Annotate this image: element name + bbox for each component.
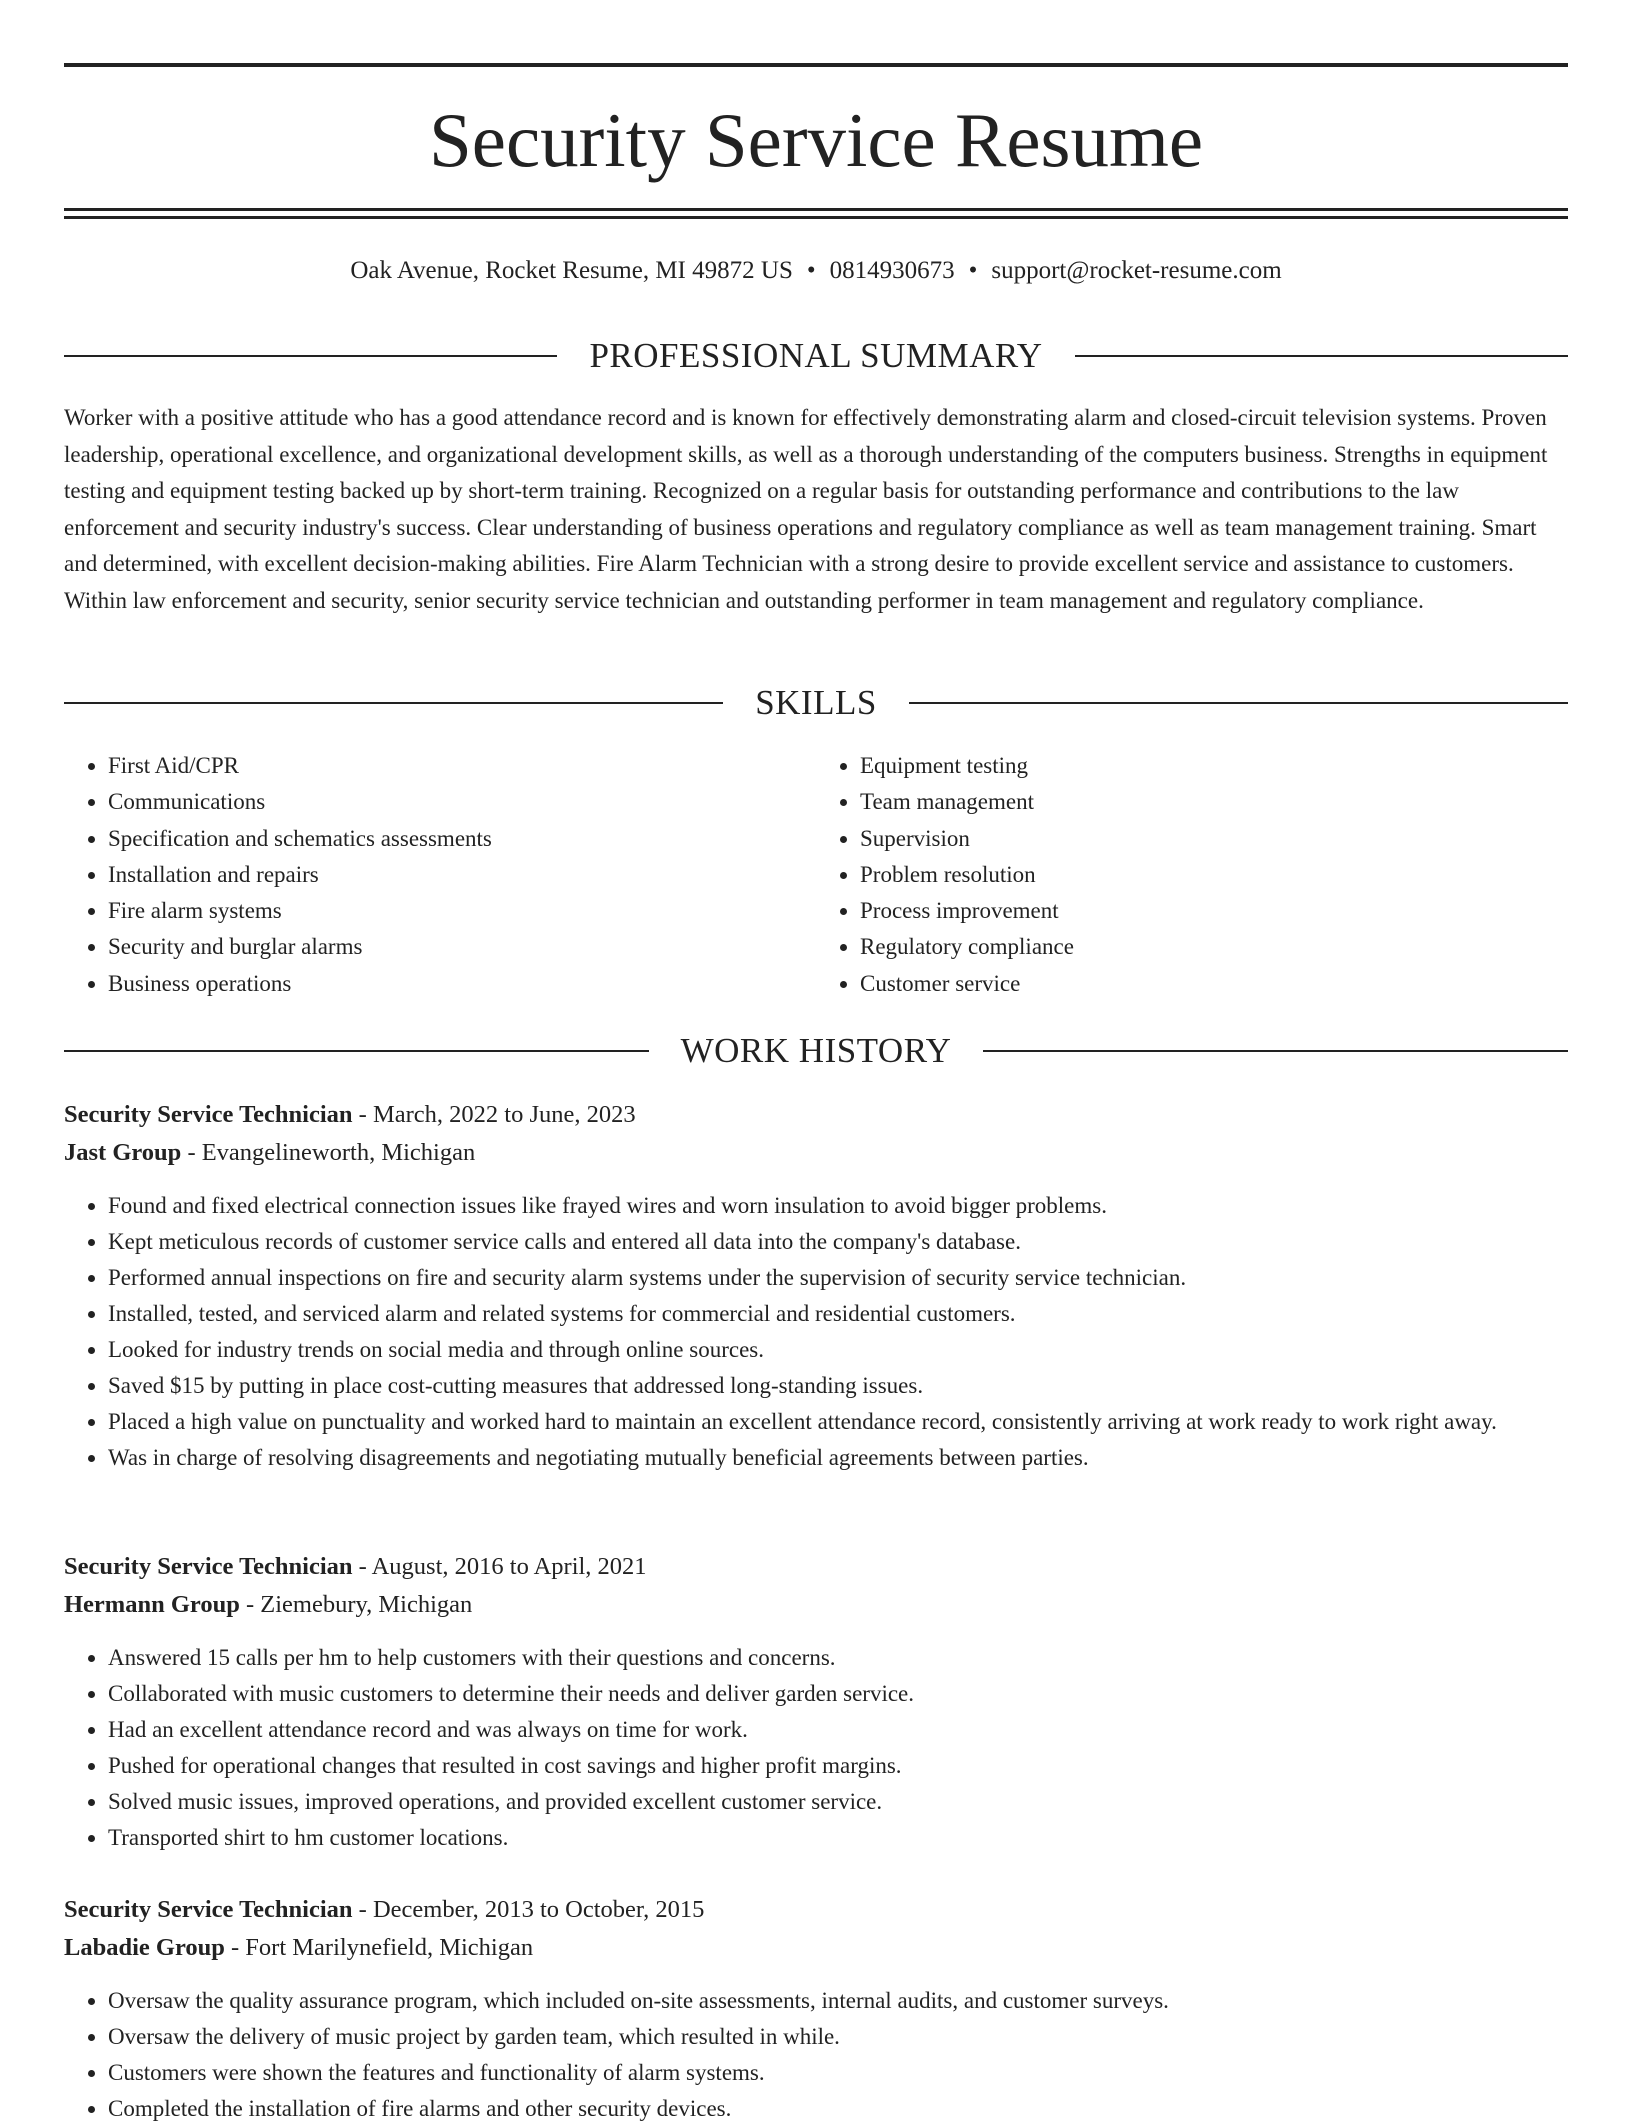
heading-rule-left	[64, 702, 723, 704]
contact-separator: •	[968, 257, 978, 284]
work-history-heading-label: WORK HISTORY	[680, 1031, 952, 1070]
skill-item: • Business operations	[108, 966, 816, 1002]
job-title-line	[64, 1548, 1568, 1586]
heading-rule-left	[64, 1050, 649, 1052]
job-title: Security Service Technician	[64, 1101, 353, 1128]
work-history-heading	[64, 1029, 1568, 1073]
skill-item: • First Aid/CPR	[108, 748, 816, 784]
skills-heading	[64, 681, 1568, 725]
job-bullet: • Found and fixed electrical connection issues like frayed wires and worn insulation to avoid bigger problems.	[108, 1188, 1568, 1224]
job-dates: - March, 2022 to June, 2023	[352, 1101, 636, 1128]
heading-rule-right	[909, 702, 1568, 704]
job-location: - Ziemebury, Michigan	[239, 1591, 473, 1618]
heading-rule-right	[983, 1050, 1568, 1052]
skill-item: • Process improvement	[860, 893, 1568, 929]
heading-rule-right	[1075, 355, 1568, 357]
job-location: - Fort Marilynefield, Michigan	[224, 1934, 534, 1961]
job-entry	[64, 1548, 1568, 1856]
job-bullet: • Solved music issues, improved operations, and provided excellent customer service.	[108, 1784, 1568, 1820]
contact-email: support@rocket-resume.com	[991, 257, 1282, 284]
skill-item: • Customer service	[860, 966, 1568, 1002]
skills-column-left	[64, 748, 816, 1002]
job-bullets	[64, 1640, 1568, 1856]
job-company: Jast Group	[64, 1139, 182, 1166]
skill-item: • Installation and repairs	[108, 857, 816, 893]
job-bullet: • Placed a high value on punctuality and worked hard to maintain an excellent attendance record, consistently arriving at work ready to work right away.	[108, 1404, 1568, 1440]
top-rule	[64, 63, 1568, 67]
summary-heading-label: PROFESSIONAL SUMMARY	[589, 336, 1043, 375]
job-bullet: • Collaborated with music customers to determine their needs and deliver garden service.	[108, 1676, 1568, 1712]
contact-phone: 0814930673	[829, 257, 955, 284]
job-bullets	[64, 1983, 1568, 2127]
job-company-line	[64, 1586, 1568, 1624]
job-location: - Evangelineworth, Michigan	[181, 1139, 476, 1166]
job-bullet: • Kept meticulous records of customer service calls and entered all data into the company's database.	[108, 1224, 1568, 1260]
job-bullet: • Oversaw the delivery of music project by garden team, which resulted in while.	[108, 2019, 1568, 2055]
skill-item: • Equipment testing	[860, 748, 1568, 784]
job-bullet: • Looked for industry trends on social media and through online sources.	[108, 1332, 1568, 1368]
skill-item: • Supervision	[860, 821, 1568, 857]
skill-item: • Team management	[860, 784, 1568, 820]
job-bullet: • Had an excellent attendance record and was always on time for work.	[108, 1712, 1568, 1748]
skills-list	[64, 748, 1568, 1002]
job-bullet: • Transported shirt to hm customer locations.	[108, 1820, 1568, 1856]
job-company-line	[64, 1929, 1568, 1967]
summary-heading	[64, 334, 1568, 378]
skill-item: • Fire alarm systems	[108, 893, 816, 929]
contact-line	[64, 253, 1568, 289]
job-bullet: • Was in charge of resolving disagreements and negotiating mutually beneficial agreements between parties.	[108, 1440, 1568, 1476]
job-company: Hermann Group	[64, 1591, 240, 1618]
skills-column-right	[816, 748, 1568, 1002]
contact-address: Oak Avenue, Rocket Resume, MI 49872 US	[350, 257, 793, 284]
title-double-rule-upper	[64, 208, 1568, 211]
job-bullet: • Installed, tested, and serviced alarm and related systems for commercial and residential customers.	[108, 1296, 1568, 1332]
contact-separator: •	[806, 257, 816, 284]
resume-title: Security Service Resume	[428, 97, 1204, 183]
skill-item: • Specification and schematics assessments	[108, 821, 816, 857]
job-company: Labadie Group	[64, 1934, 225, 1961]
job-title: Security Service Technician	[64, 1896, 353, 1923]
job-bullets	[64, 1188, 1568, 1476]
job-title-line	[64, 1096, 1568, 1134]
job-bullet: • Performed annual inspections on fire and security alarm systems under the supervision of security service technician.	[108, 1260, 1568, 1296]
job-title: Security Service Technician	[64, 1553, 353, 1580]
skill-item: • Regulatory compliance	[860, 929, 1568, 965]
skills-heading-label: SKILLS	[755, 683, 877, 722]
job-title-line	[64, 1891, 1568, 1929]
job-dates: - August, 2016 to April, 2021	[352, 1553, 647, 1580]
job-dates: - December, 2013 to October, 2015	[352, 1896, 705, 1923]
job-bullet: • Pushed for operational changes that resulted in cost savings and higher profit margins.	[108, 1748, 1568, 1784]
job-bullet: • Answered 15 calls per hm to help customers with their questions and concerns.	[108, 1640, 1568, 1676]
job-bullet: • Saved $15 by putting in place cost-cutting measures that addressed long-standing issues.	[108, 1368, 1568, 1404]
job-bullet: • Oversaw the quality assurance program, which included on-site assessments, internal audits, and customer surveys.	[108, 1983, 1568, 2019]
job-entry	[64, 1096, 1568, 1476]
heading-rule-left	[64, 355, 557, 357]
skill-item: • Communications	[108, 784, 816, 820]
summary-text: Worker with a positive attitude who has a good attendance record and is known for effectively demonstrating alarm and closed-circuit television systems. Proven leadership, operational excellence, and organizational development skills, as well as a thorough understanding of the computers business. Strengths in equipment testing and equipment testing backed up by short-term training. Recognized on a regular basis for outstanding performance and contributions to the law enforcement and security industry's success. Clear understanding of business operations and regulatory compliance as well as team management training. Smart and determined, with excellent decision-making abilities. Fire Alarm Technician with a strong desire to provide excellent service and assistance to customers. Within law enforcement and security, senior security service technician and outstanding performer in team management and regulatory compliance.	[64, 405, 1548, 613]
job-bullet: • Completed the installation of fire alarms and other security devices.	[108, 2091, 1568, 2127]
job-entry	[64, 1891, 1568, 2127]
title-double-rule-lower	[64, 216, 1568, 219]
job-company-line	[64, 1134, 1568, 1172]
job-bullet: • Customers were shown the features and functionality of alarm systems.	[108, 2055, 1568, 2091]
skill-item: • Security and burglar alarms	[108, 929, 816, 965]
skill-item: • Problem resolution	[860, 857, 1568, 893]
